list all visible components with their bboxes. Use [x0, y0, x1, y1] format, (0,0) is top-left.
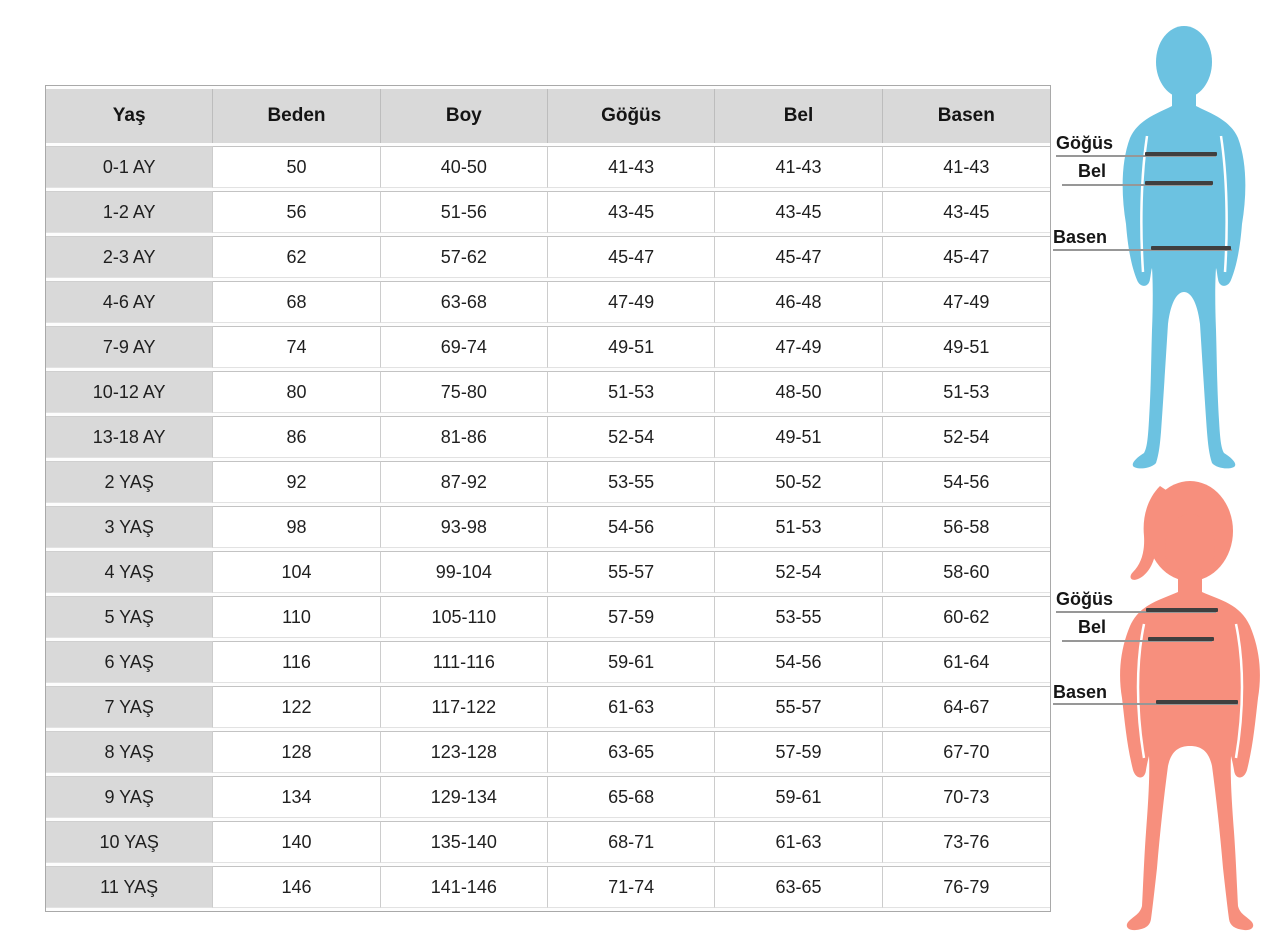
value-cell: 49-51 — [883, 326, 1050, 368]
value-cell: 52-54 — [715, 551, 882, 593]
value-cell: 53-55 — [715, 596, 882, 638]
value-cell: 69-74 — [381, 326, 548, 368]
value-cell: 54-56 — [548, 506, 715, 548]
table-row — [46, 371, 1050, 413]
table-row — [46, 281, 1050, 323]
value-cell: 123-128 — [381, 731, 548, 773]
value-cell: 41-43 — [715, 146, 882, 188]
value-cell: 74 — [213, 326, 380, 368]
column-header: Beden — [213, 89, 380, 143]
table-row — [46, 821, 1050, 863]
age-cell: 4 YAŞ — [46, 551, 213, 593]
value-cell: 61-64 — [883, 641, 1050, 683]
age-cell: 11 YAŞ — [46, 866, 213, 908]
age-cell: 7 YAŞ — [46, 686, 213, 728]
value-cell: 43-45 — [715, 191, 882, 233]
value-cell: 105-110 — [381, 596, 548, 638]
value-cell: 54-56 — [715, 641, 882, 683]
table-row — [46, 776, 1050, 818]
age-cell: 0-1 AY — [46, 146, 213, 188]
value-cell: 75-80 — [381, 371, 548, 413]
age-cell: 2-3 AY — [46, 236, 213, 278]
value-cell: 60-62 — [883, 596, 1050, 638]
table-row — [46, 686, 1050, 728]
table-row — [46, 461, 1050, 503]
girl-silhouette — [1098, 476, 1266, 938]
girl-waist-bar — [1148, 637, 1214, 641]
age-cell: 10-12 AY — [46, 371, 213, 413]
column-header: Boy — [381, 89, 548, 143]
value-cell: 104 — [213, 551, 380, 593]
value-cell: 40-50 — [381, 146, 548, 188]
value-cell: 46-48 — [715, 281, 882, 323]
value-cell: 58-60 — [883, 551, 1050, 593]
value-cell: 135-140 — [381, 821, 548, 863]
boy-waist-label: Bel — [1078, 161, 1107, 181]
table-row — [46, 731, 1050, 773]
value-cell: 81-86 — [381, 416, 548, 458]
value-cell: 41-43 — [883, 146, 1050, 188]
girl-waist-label: Bel — [1078, 617, 1107, 637]
age-cell: 4-6 AY — [46, 281, 213, 323]
value-cell: 51-53 — [548, 371, 715, 413]
value-cell: 80 — [213, 371, 380, 413]
value-cell: 62 — [213, 236, 380, 278]
value-cell: 116 — [213, 641, 380, 683]
value-cell: 56 — [213, 191, 380, 233]
value-cell: 117-122 — [381, 686, 548, 728]
age-cell: 3 YAŞ — [46, 506, 213, 548]
value-cell: 53-55 — [548, 461, 715, 503]
value-cell: 51-53 — [715, 506, 882, 548]
value-cell: 129-134 — [381, 776, 548, 818]
age-cell: 2 YAŞ — [46, 461, 213, 503]
value-cell: 48-50 — [715, 371, 882, 413]
value-cell: 98 — [213, 506, 380, 548]
table-row — [46, 146, 1050, 188]
value-cell: 57-59 — [715, 731, 882, 773]
value-cell: 65-68 — [548, 776, 715, 818]
age-cell: 7-9 AY — [46, 326, 213, 368]
header-row — [46, 89, 1050, 143]
table-row — [46, 641, 1050, 683]
value-cell: 59-61 — [715, 776, 882, 818]
value-cell: 63-65 — [715, 866, 882, 908]
value-cell: 63-65 — [548, 731, 715, 773]
value-cell: 92 — [213, 461, 380, 503]
value-cell: 52-54 — [548, 416, 715, 458]
value-cell: 43-45 — [883, 191, 1050, 233]
value-cell: 87-92 — [381, 461, 548, 503]
table-row — [46, 866, 1050, 908]
table-row — [46, 326, 1050, 368]
value-cell: 49-51 — [548, 326, 715, 368]
value-cell: 67-70 — [883, 731, 1050, 773]
value-cell: 51-53 — [883, 371, 1050, 413]
value-cell: 45-47 — [883, 236, 1050, 278]
age-cell: 1-2 AY — [46, 191, 213, 233]
value-cell: 111-116 — [381, 641, 548, 683]
size-table — [45, 85, 1051, 912]
value-cell: 68 — [213, 281, 380, 323]
girl-chest-label: Göğüs — [1056, 589, 1113, 609]
value-cell: 59-61 — [548, 641, 715, 683]
boy-chest-label: Göğüs — [1056, 133, 1113, 153]
girl-hip-bar — [1156, 700, 1238, 704]
value-cell: 122 — [213, 686, 380, 728]
value-cell: 47-49 — [548, 281, 715, 323]
value-cell: 47-49 — [883, 281, 1050, 323]
value-cell: 57-62 — [381, 236, 548, 278]
value-cell: 55-57 — [715, 686, 882, 728]
value-cell: 45-47 — [715, 236, 882, 278]
value-cell: 86 — [213, 416, 380, 458]
value-cell: 45-47 — [548, 236, 715, 278]
table-row — [46, 596, 1050, 638]
value-cell: 50 — [213, 146, 380, 188]
age-cell: 6 YAŞ — [46, 641, 213, 683]
value-cell: 76-79 — [883, 866, 1050, 908]
value-cell: 128 — [213, 731, 380, 773]
table-row — [46, 506, 1050, 548]
value-cell: 61-63 — [715, 821, 882, 863]
value-cell: 41-43 — [548, 146, 715, 188]
value-cell: 110 — [213, 596, 380, 638]
value-cell: 49-51 — [715, 416, 882, 458]
value-cell: 68-71 — [548, 821, 715, 863]
value-cell: 70-73 — [883, 776, 1050, 818]
value-cell: 51-56 — [381, 191, 548, 233]
table-row — [46, 551, 1050, 593]
table-row — [46, 191, 1050, 233]
value-cell: 93-98 — [381, 506, 548, 548]
value-cell: 52-54 — [883, 416, 1050, 458]
value-cell: 47-49 — [715, 326, 882, 368]
value-cell: 56-58 — [883, 506, 1050, 548]
column-header: Göğüs — [548, 89, 715, 143]
table-row — [46, 416, 1050, 458]
value-cell: 141-146 — [381, 866, 548, 908]
boy-hip-label: Basen — [1053, 227, 1108, 247]
value-cell: 134 — [213, 776, 380, 818]
value-cell: 140 — [213, 821, 380, 863]
age-cell: 9 YAŞ — [46, 776, 213, 818]
age-cell: 10 YAŞ — [46, 821, 213, 863]
value-cell: 57-59 — [548, 596, 715, 638]
age-cell: 8 YAŞ — [46, 731, 213, 773]
girl-chest-bar — [1146, 608, 1218, 612]
column-header: Yaş — [46, 89, 213, 143]
value-cell: 61-63 — [548, 686, 715, 728]
value-cell: 63-68 — [381, 281, 548, 323]
value-cell: 71-74 — [548, 866, 715, 908]
value-cell: 64-67 — [883, 686, 1050, 728]
value-cell: 43-45 — [548, 191, 715, 233]
boy-waist-bar — [1145, 181, 1213, 185]
value-cell: 146 — [213, 866, 380, 908]
column-header: Basen — [883, 89, 1050, 143]
boy-chest-bar — [1145, 152, 1217, 156]
value-cell: 73-76 — [883, 821, 1050, 863]
boy-hip-bar — [1151, 246, 1231, 250]
value-cell: 55-57 — [548, 551, 715, 593]
value-cell: 99-104 — [381, 551, 548, 593]
table-row — [46, 236, 1050, 278]
age-cell: 5 YAŞ — [46, 596, 213, 638]
value-cell: 54-56 — [883, 461, 1050, 503]
girl-hip-label: Basen — [1053, 682, 1108, 702]
value-cell: 50-52 — [715, 461, 882, 503]
age-cell: 13-18 AY — [46, 416, 213, 458]
column-header: Bel — [715, 89, 882, 143]
table-body — [46, 146, 1050, 908]
